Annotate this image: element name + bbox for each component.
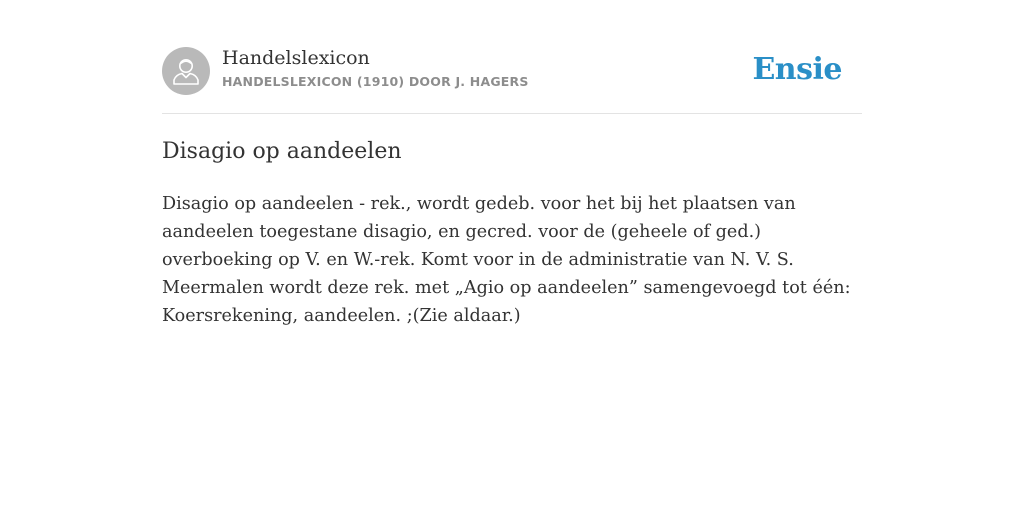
- divider: [162, 113, 862, 114]
- avatar[interactable]: [162, 47, 210, 95]
- user-icon: [172, 56, 200, 86]
- content-container: [162, 46, 862, 326]
- lexicon-title[interactable]: Handelslexicon: [222, 47, 370, 69]
- brand-logo[interactable]: Ensie: [752, 52, 842, 87]
- entry-body: Disagio op aandeelen - rek., wordt gedeb. voor het bij het plaatsen van aandeelen toegestane disagio, en gecred. voor de (geheele of ged.) overboeking op V. en W.-rek. Komt voor in de administratie van N. V. S. Meermalen wordt deze rek. met „Agio op aandeelen” samengevoegd tot één: Koersrekening, aandeelen. ;(Zie aldaar.): [162, 194, 851, 326]
- header: [162, 46, 862, 96]
- lexicon-subtitle[interactable]: HANDELSLEXICON (1910) DOOR J. HAGERS: [222, 74, 529, 89]
- entry-title: Disagio op aandeelen: [162, 139, 402, 164]
